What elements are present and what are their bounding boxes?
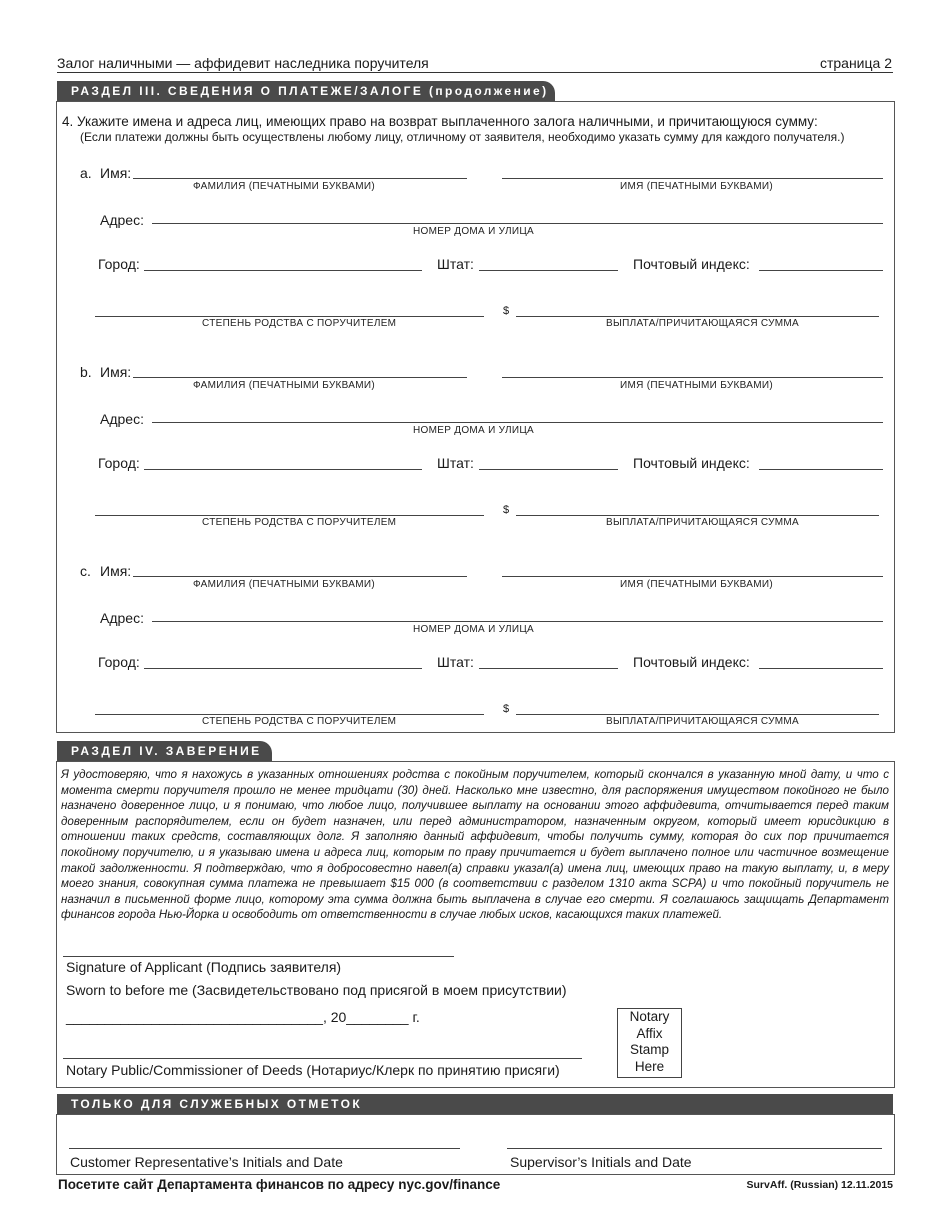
notary-signature-line[interactable] — [63, 1058, 582, 1059]
amount-field[interactable] — [516, 316, 879, 317]
address-label: Адрес: — [100, 610, 144, 626]
last-name-caption: ФАМИЛИЯ (ПЕЧАТНЫМИ БУКВАМИ) — [193, 579, 376, 590]
notary-stamp-line-2: Affix — [636, 1025, 663, 1041]
street-caption: НОМЕР ДОМА И УЛИЦА — [413, 425, 534, 436]
entry-letter: b. — [80, 364, 92, 380]
notary-stamp-line-3: Stamp — [629, 1042, 670, 1057]
applicant-signature-label: Signature of Applicant (Подпись заявителя) — [66, 959, 342, 975]
office-use-title: ТОЛЬКО ДЛЯ СЛУЖЕБНЫХ ОТМЕТОК — [71, 1097, 363, 1111]
section-4-tab: РАЗДЕЛ IV. ЗАВЕРЕНИЕ — [57, 741, 272, 761]
amount-caption: ВЫПЛАТА/ПРИЧИТАЮЩАЯСЯ СУММА — [606, 318, 799, 329]
dollar-sign: $ — [503, 305, 510, 317]
street-caption: НОМЕР ДОМА И УЛИЦА — [413, 226, 534, 237]
supervisor-initials-line[interactable] — [507, 1148, 882, 1149]
name-label: Имя: — [100, 165, 132, 181]
first-name-field[interactable] — [502, 576, 883, 577]
relation-caption: СТЕПЕНЬ РОДСТВА С ПОРУЧИТЕЛЕМ — [202, 318, 397, 329]
question-4-note: (Если платежи должны быть осуществлены любому лицу, отличному от заявителя, необходимо указать сумму для каждого получателя.) — [80, 130, 845, 144]
address-label: Адрес: — [100, 212, 144, 228]
header-divider — [57, 72, 893, 73]
amount-field[interactable] — [516, 515, 879, 516]
section-3-tab: РАЗДЕЛ III. СВЕДЕНИЯ О ПЛАТЕЖЕ/ЗАЛОГЕ (продолжение) — [57, 81, 555, 101]
last-name-caption: ФАМИЛИЯ (ПЕЧАТНЫМИ БУКВАМИ) — [193, 380, 376, 391]
sworn-statement: Sworn to before me (Засвидетельствовано под присягой в моем присутствии) — [66, 982, 567, 998]
entry-letter: a. — [80, 165, 92, 181]
relation-caption: СТЕПЕНЬ РОДСТВА С ПОРУЧИТЕЛЕМ — [202, 716, 397, 727]
relation-caption: СТЕПЕНЬ РОДСТВА С ПОРУЧИТЕЛЕМ — [202, 517, 397, 528]
first-name-field[interactable] — [502, 377, 883, 378]
relation-field[interactable] — [95, 316, 484, 317]
city-label: Город: — [98, 654, 140, 670]
last-name-field[interactable] — [133, 178, 467, 179]
first-name-caption: ИМЯ (ПЕЧАТНЫМИ БУКВАМИ) — [620, 380, 774, 391]
zip-label: Почтовый индекс: — [633, 455, 750, 471]
amount-caption: ВЫПЛАТА/ПРИЧИТАЮЩАЯСЯ СУММА — [606, 716, 799, 727]
address-label: Адрес: — [100, 411, 144, 427]
city-field[interactable] — [144, 668, 422, 669]
page-header-title: Залог наличными — аффидевит наследника поручителя — [57, 55, 429, 71]
page-number: страница 2 — [819, 55, 892, 71]
state-label: Штат: — [437, 654, 474, 670]
state-field[interactable] — [479, 668, 618, 669]
zip-label: Почтовый индекс: — [633, 256, 750, 272]
city-label: Город: — [98, 455, 140, 471]
dollar-sign: $ — [503, 504, 510, 516]
zip-field[interactable] — [759, 668, 883, 669]
first-name-field[interactable] — [502, 178, 883, 179]
state-field[interactable] — [479, 469, 618, 470]
zip-field[interactable] — [759, 270, 883, 271]
sworn-date-field[interactable]: _________________________________, 20________ г. — [66, 1009, 420, 1025]
name-label: Имя: — [100, 563, 132, 579]
last-name-field[interactable] — [133, 576, 467, 577]
certification-statement: Я удостоверяю, что я нахожусь в указанных отношениях родства с покойным поручителем, который скончался в указанную мной дату, и что с момента смерти поручителя прошло не менее тридцати (30) дней. Насколько мне известно, для распоряжения имуществом покойного не было назначено доверенное лицо, и я понимаю, что любое лицо, получившее выплату на основании этого аффидевита, отчитывается перед таким доверенным распорядителем, если он будет назначен, или перед администратором, назначенным округом, который имеет юрисдикцию в отношении таких средств, составляющих долг. Я заполняю данный аффидевит, чтобы получить сумму, которая до сих пор причитается покойному поручителю, и я указываю имена и адреса лиц, которым по праву причитается и будет выплачено полное или частичное возмещение такой задолженности. Я подтверждаю, что я добросовестно навел(а) справки указал(а) имена лиц, имеющих право на такую выплату, и, в меру моего знания, совокупная сумма платежа не превышает $15 000 (в соответствии с разделом 1310 акта SCPA) и что покойный поручитель не назначил в письменной форме лицо, которому эта сумма должна быть выплачена в случае его смерти. Я соглашаюсь защищать Департамент финансов города Нью-Йорка и освободить от ответственности в случае любых исков, касающихся таких платежей. — [61, 768, 889, 922]
address-field[interactable] — [152, 621, 883, 622]
state-label: Штат: — [437, 455, 474, 471]
amount-field[interactable] — [516, 714, 879, 715]
question-4-text: 4. Укажите имена и адреса лиц, имеющих право на возврат выплаченного залога наличными, и причитающуюся сумму: — [62, 114, 818, 129]
supervisor-initials-label: Supervisor’s Initials and Date — [510, 1154, 692, 1170]
rep-initials-line[interactable] — [69, 1148, 460, 1149]
rep-initials-label: Customer Representative’s Initials and Date — [70, 1154, 343, 1170]
first-name-caption: ИМЯ (ПЕЧАТНЫМИ БУКВАМИ) — [620, 181, 774, 192]
entry-letter: c. — [80, 563, 91, 579]
street-caption: НОМЕР ДОМА И УЛИЦА — [413, 624, 534, 635]
notary-label: Notary Public/Commissioner of Deeds (Нотариус/Клерк по принятию присяги) — [66, 1062, 560, 1078]
relation-field[interactable] — [95, 515, 484, 516]
zip-field[interactable] — [759, 469, 883, 470]
notary-stamp-line-4: Here — [634, 1058, 665, 1074]
zip-label: Почтовый индекс: — [633, 654, 750, 670]
applicant-signature-line[interactable] — [63, 956, 454, 957]
amount-caption: ВЫПЛАТА/ПРИЧИТАЮЩАЯСЯ СУММА — [606, 517, 799, 528]
relation-field[interactable] — [95, 714, 484, 715]
footer-visit-text: Посетите сайт Департамента финансов по адресу nyc.gov/finance — [58, 1177, 501, 1192]
city-label: Город: — [98, 256, 140, 272]
address-field[interactable] — [152, 422, 883, 423]
state-label: Штат: — [437, 256, 474, 272]
last-name-field[interactable] — [133, 377, 467, 378]
footer-form-code: SurvAff. (Russian) 12.11.2015 — [746, 1179, 893, 1191]
last-name-caption: ФАМИЛИЯ (ПЕЧАТНЫМИ БУКВАМИ) — [193, 181, 376, 192]
first-name-caption: ИМЯ (ПЕЧАТНЫМИ БУКВАМИ) — [620, 579, 774, 590]
notary-stamp-box — [617, 1008, 682, 1078]
notary-stamp-line-1: Notary — [629, 1009, 670, 1024]
name-label: Имя: — [100, 364, 132, 380]
address-field[interactable] — [152, 223, 883, 224]
dollar-sign: $ — [503, 703, 510, 715]
city-field[interactable] — [144, 469, 422, 470]
city-field[interactable] — [144, 270, 422, 271]
section-3-box — [56, 101, 895, 733]
state-field[interactable] — [479, 270, 618, 271]
